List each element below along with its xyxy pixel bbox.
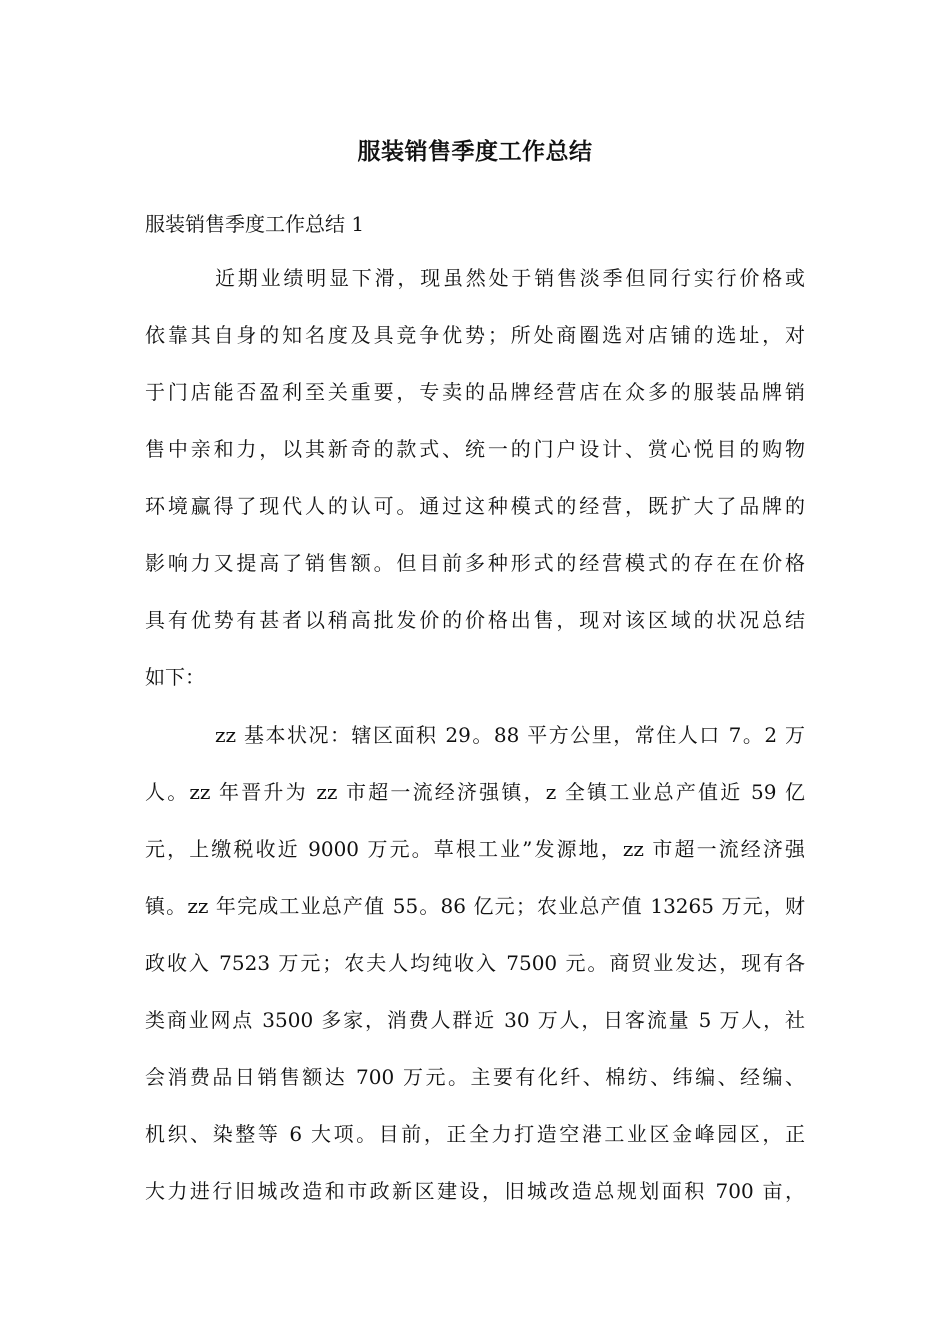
section-heading: 服装销售季度工作总结 1 bbox=[145, 212, 365, 236]
paragraph-line: 近期业绩明显下滑，现虽然处于销售淡季但同行实行价格或 bbox=[215, 266, 805, 290]
document-title: 服装销售季度工作总结 bbox=[357, 139, 593, 165]
paragraph-line: 类商业网点 3500 多家，消费人群近 30 万人，日客流量 5 万人，社 bbox=[145, 1008, 805, 1032]
paragraph-line: 如下： bbox=[145, 665, 205, 689]
paragraph-line: 于门店能否盈利至关重要，专卖的品牌经营店在众多的服装品牌销 bbox=[145, 380, 805, 404]
paragraph-line: 镇。zz 年完成工业总产值 55。86 亿元；农业总产值 13265 万元，财 bbox=[145, 894, 805, 918]
paragraph-line: 会消费品日销售额达 700 万元。主要有化纤、棉纺、纬编、经编、 bbox=[145, 1065, 805, 1089]
paragraph-line: 人。zz 年晋升为 zz 市超一流经济强镇，z 全镇工业总产值近 59 亿 bbox=[145, 780, 805, 804]
paragraph-1 bbox=[145, 262, 805, 718]
paragraph-line: 售中亲和力，以其新奇的款式、统一的门户设计、赏心悦目的购物 bbox=[145, 437, 805, 461]
paragraph-line: 机织、染整等 6 大项。目前，正全力打造空港工业区金峰园区，正 bbox=[145, 1122, 805, 1146]
paragraph-line: 依靠其自身的知名度及具竞争优势；所处商圈选对店铺的选址，对 bbox=[145, 323, 805, 347]
paragraph-line: 元，上缴税收近 9000 万元。草根工业”发源地，zz 市超一流经济强 bbox=[145, 837, 805, 861]
paragraph-line: 环境赢得了现代人的认可。通过这种模式的经营，既扩大了品牌的 bbox=[145, 494, 805, 518]
paragraph-2 bbox=[145, 719, 805, 1232]
paragraph-line: 影响力又提高了销售额。但目前多种形式的经营模式的存在在价格 bbox=[145, 551, 805, 575]
paragraph-line: 具有优势有甚者以稍高批发价的价格出售，现对该区域的状况总结 bbox=[145, 608, 805, 632]
paragraph-line: 政收入 7523 万元；农夫人均纯收入 7500 元。商贸业发达，现有各 bbox=[145, 951, 805, 975]
paragraph-line: zz 基本状况：辖区面积 29。88 平方公里，常住人口 7。2 万 bbox=[215, 723, 805, 747]
paragraph-line: 大力进行旧城改造和市政新区建设，旧城改造总规划面积 700 亩， bbox=[145, 1179, 805, 1203]
